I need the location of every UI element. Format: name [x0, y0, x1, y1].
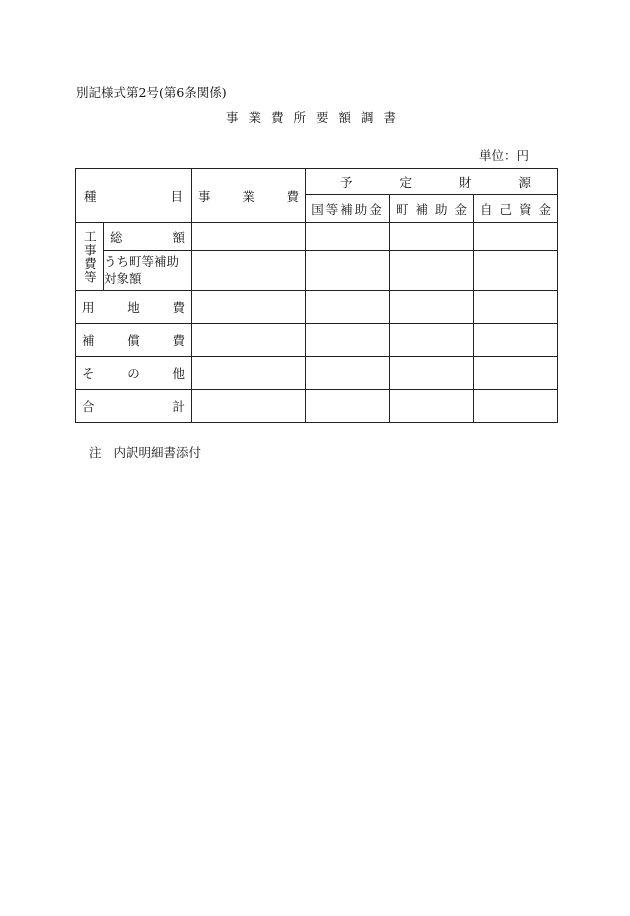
cell-sum-national — [306, 390, 390, 423]
construction-group-cell — [76, 223, 104, 291]
cell-total-amount-town — [390, 223, 474, 251]
construction-group-label: 工事費等 — [82, 229, 98, 284]
document-title: 事業費所要額調書 — [226, 110, 407, 125]
row-compensation-char-3: 費 — [172, 333, 185, 348]
row-sum-char-1: 合 — [82, 399, 95, 414]
row-land-label — [76, 291, 192, 324]
cell-land-town — [390, 291, 474, 324]
cell-total-amount-national — [306, 223, 390, 251]
budget-table — [75, 168, 558, 423]
row-compensation-char-1: 補 — [82, 333, 95, 348]
cell-sum-cost — [192, 390, 306, 423]
row-compensation-char-2: 償 — [127, 333, 140, 348]
header-own-char-3: 資 — [518, 201, 532, 217]
unit-label: 単位：円 — [479, 148, 530, 163]
cell-compensation-own — [474, 324, 558, 357]
header-cost-char-3: 費 — [286, 188, 299, 204]
row-other-label — [76, 357, 192, 390]
header-cost-cell — [192, 169, 306, 223]
cell-total-amount-own — [474, 223, 558, 251]
cell-compensation-town — [390, 324, 474, 357]
footnote-text: 内訳明細書添付 — [113, 445, 202, 460]
header-own-char-2: 己 — [499, 201, 512, 217]
cell-other-own — [474, 357, 558, 390]
row-other-char-1: そ — [82, 366, 95, 381]
row-compensation-label — [76, 324, 192, 357]
cell-other-town — [390, 357, 474, 390]
row-land-char-1: 用 — [82, 300, 95, 315]
header-national-subsidy-label: 国等補助金 — [311, 201, 384, 217]
header-town-char-4: 金 — [454, 201, 467, 217]
header-funding-cell — [306, 169, 558, 195]
header-item-cell — [76, 169, 192, 223]
row-total-amount-char-1: 総 — [110, 229, 123, 245]
header-town-subsidy — [390, 195, 474, 223]
header-funding-char-1: 予 — [340, 174, 353, 190]
cell-total-amount-cost — [192, 223, 306, 251]
cell-compensation-national — [306, 324, 390, 357]
footnote-label: 注 — [89, 445, 102, 460]
cell-land-own — [474, 291, 558, 324]
header-funding-char-4: 源 — [518, 174, 531, 190]
cell-subsidy-target-town — [390, 251, 474, 291]
row-total-amount-label — [104, 223, 192, 251]
header-own-funds — [474, 195, 558, 223]
row-sum-char-2: 計 — [172, 399, 185, 414]
header-own-char-1: 自 — [480, 201, 493, 217]
cell-other-national — [306, 357, 390, 390]
row-other-char-3: 他 — [172, 366, 185, 381]
header-cost-char-2: 業 — [242, 188, 255, 204]
cell-subsidy-target-national — [306, 251, 390, 291]
cell-other-cost — [192, 357, 306, 390]
row-other-char-2: の — [127, 366, 140, 381]
header-town-char-1: 町 — [396, 201, 409, 217]
row-land-char-3: 費 — [172, 300, 185, 315]
cell-sum-own — [474, 390, 558, 423]
form-number-label: 別記様式第2号(第6条関係) — [76, 85, 227, 100]
header-town-char-2: 補 — [415, 201, 428, 217]
cell-subsidy-target-cost — [192, 251, 306, 291]
cell-sum-town — [390, 390, 474, 423]
cell-compensation-cost — [192, 324, 306, 357]
header-town-char-3: 助 — [434, 201, 448, 217]
cell-subsidy-target-own — [474, 251, 558, 291]
row-total-amount-char-2: 額 — [172, 229, 185, 245]
header-funding-char-2: 定 — [399, 174, 412, 190]
cell-land-cost — [192, 291, 306, 324]
header-item-char-1: 種 — [84, 188, 97, 204]
header-item-char-2: 目 — [170, 188, 183, 204]
header-own-char-4: 金 — [538, 201, 551, 217]
row-subsidy-target-label: うち町等補助対象額 — [104, 251, 192, 291]
header-cost-char-1: 事 — [198, 188, 211, 204]
row-land-char-2: 地 — [127, 300, 140, 315]
footnote — [89, 443, 201, 461]
cell-land-national — [306, 291, 390, 324]
row-sum-label — [76, 390, 192, 423]
header-funding-char-3: 財 — [458, 174, 472, 190]
header-national-subsidy — [306, 195, 390, 223]
